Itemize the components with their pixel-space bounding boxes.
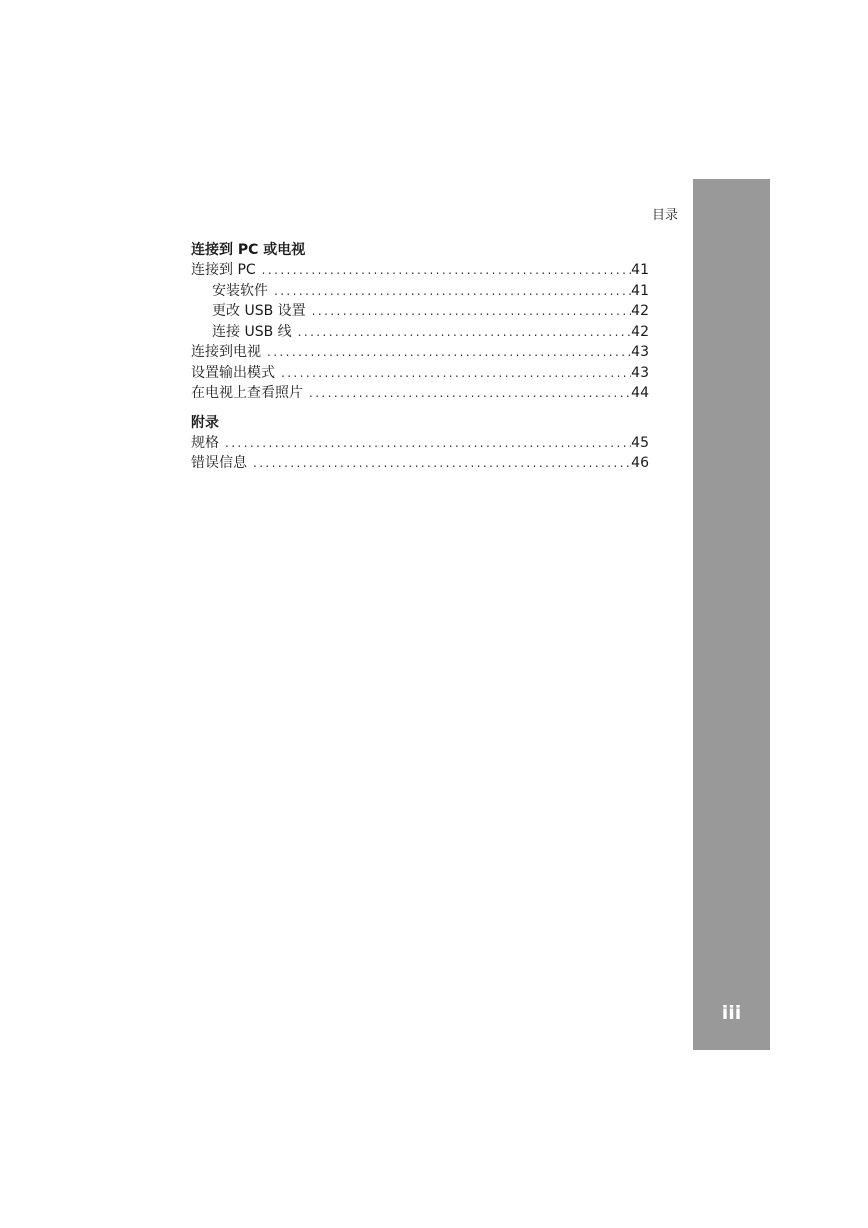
dot-leader	[281, 363, 631, 384]
toc-entry-title: 安装软件	[212, 282, 268, 299]
dot-leader	[262, 260, 632, 281]
toc-entry[interactable]	[191, 260, 649, 281]
toc-entry[interactable]	[191, 322, 649, 343]
toc-entry-page: 45	[631, 434, 649, 451]
toc-entry[interactable]	[191, 301, 649, 322]
toc-entry[interactable]	[191, 383, 649, 404]
toc-entry-title: 更改 USB 设置	[212, 303, 306, 319]
section-heading: 连接到 PC 或电视	[191, 242, 306, 258]
toc-entry-page: 42	[631, 303, 649, 319]
running-header-title: 目录	[651, 208, 678, 223]
toc-entry[interactable]	[191, 433, 649, 454]
section-heading: 附录	[191, 414, 219, 431]
toc-entry-title: 错误信息	[191, 455, 247, 471]
toc-entry-title: 规格	[191, 434, 219, 451]
dot-leader	[309, 383, 631, 404]
toc-entry-page: 44	[631, 385, 649, 401]
dot-leader	[274, 281, 631, 302]
page-number: iii	[721, 1002, 742, 1024]
toc-entry-page: 43	[631, 364, 649, 381]
toc-entry[interactable]	[191, 363, 649, 384]
toc-entry-title: 在电视上查看照片	[191, 385, 303, 401]
toc-entry[interactable]	[191, 453, 649, 474]
toc-entry[interactable]	[191, 342, 649, 363]
toc-entry-page: 43	[631, 344, 649, 360]
toc-entry[interactable]	[191, 281, 649, 302]
toc-entry-title: 连接 USB 线	[212, 323, 292, 340]
dot-leader	[253, 453, 631, 474]
toc-entry-page: 41	[631, 282, 649, 299]
table-of-contents	[191, 240, 649, 474]
dot-leader	[225, 433, 631, 454]
side-tab	[693, 179, 770, 1050]
toc-entry-page: 46	[631, 455, 649, 471]
toc-entry-title: 设置输出模式	[191, 364, 275, 381]
toc-entry-page: 41	[631, 262, 649, 278]
toc-entry-title: 连接到电视	[191, 344, 261, 360]
dot-leader	[267, 342, 631, 363]
toc-entry-title: 连接到 PC	[191, 262, 256, 278]
dot-leader	[298, 322, 632, 343]
dot-leader	[312, 301, 632, 322]
toc-entry-page: 42	[631, 323, 649, 340]
